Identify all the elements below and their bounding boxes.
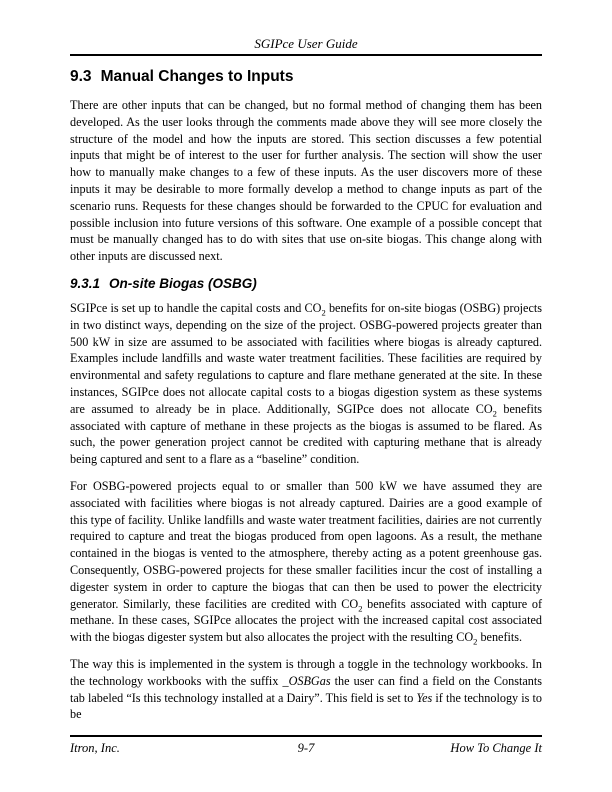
paragraph-toggle-workbooks: The way this is implemented in the system is through a toggle in the technology workbooks. In the technology workbooks with the suffix _OSBGas the user can find a field on the Constants tab labeled “Is this technology installed at a Dairy”. This field is set to Yes if the technology is to be (70, 656, 542, 722)
subsection-title: On-site Biogas (OSBG) (109, 275, 257, 291)
page-header (70, 37, 542, 56)
subsection-heading (70, 275, 542, 292)
section-title: Manual Changes to Inputs (100, 68, 294, 85)
paragraph-osbg-small-projects: For OSBG-powered projects equal to or smaller than 500 kW we have assumed they are associated with facilities where biogas is not already captured. Dairies are a good example of this type of facility. Unlike landfills and waste water treatment facilities, dairies are not currently required to capture and treat the biogas produced from open lagoons. As a result, the methane contained in the biogas is vented to the atmosphere, thereby acting as a potent greenhouse gas. Consequently, OSBG-powered projects for these smaller facilities incur the cost of installing a digester system in order to capture the biogas that can then be used to power the electricity generator. Similarly, these facilities are credited with $CO_2$ benefits associated with capture of methane. In these cases, SGIPce allocates the project with the increased capital cost associated with the biogas digester system but also allocates the project with the resulting $CO_2$ benefits. (70, 478, 543, 647)
page-footer (70, 735, 542, 755)
footer-company: Itron, Inc. (70, 741, 120, 755)
footer-chapter-title: How To Change It (450, 741, 542, 755)
page-header-title: SGIPce User Guide (254, 36, 358, 51)
page-content (70, 68, 542, 733)
paragraph-osbg-large-projects: SGIPce is set up to handle the capital costs and $CO_2$ benefits for on-site biogas (OSBG) projects in two distinct ways, depending on the size of the project. OSBG-powered projects greater than 500 kW in size are assumed to be associated with facilities where biogas is already captured. Examples include landfills and waste water treatment facilities. These facilities are required by environmental and safety regulations to capture and flare methane generated at the site. In these instances, SGIPce does not allocate capital costs to a biogas digestion system as these systems are assumed to already be in place. Additionally, SGIPce does not allocate $CO_2$ benefits associated with capture of methane in these projects as the biogas is assumed to be flared. As such, the power generation project cannot be credited with capturing methane that is already being captured and sent to a flare as a “baseline” condition. (70, 300, 542, 467)
footer-page-number: 9-7 (297, 741, 315, 755)
paragraph-intro: There are other inputs that can be changed, but no formal method of changing them has been developed. As the user looks through the comments made above they will see more closely the structure of the model and how the inputs are stored. This section discusses a few potential inputs that might be of interest to the user for further analysis. The section will show the user how to manually make changes to a few of these inputs. As the user discovers more of these inputs it may be desirable to more formally develop a method to change inputs as part of the scenario runs. Requests for these changes should be forwarded to the CPUC for evaluation and possible inclusion into future versions of this software. One example of a possible concept that must be manually changed has to do with sites that use on-site biogas. This change along with other inputs are discussed next. (70, 98, 542, 264)
section-number: 9.3 (70, 68, 92, 85)
subsection-number: 9.3.1 (70, 275, 101, 291)
section-heading (70, 68, 542, 86)
